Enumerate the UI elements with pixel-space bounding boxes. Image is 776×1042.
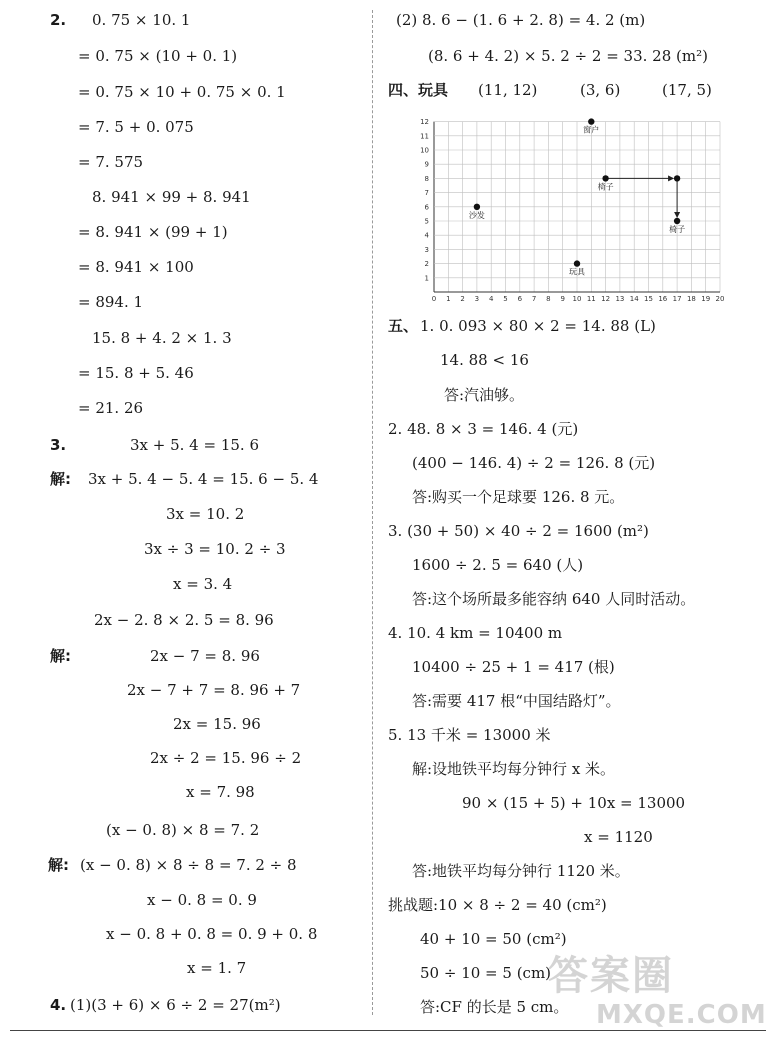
- q2b-line-4: = 894. 1: [78, 293, 144, 311]
- x-tick-label: 14: [629, 295, 639, 302]
- q2a-line-2: = 0. 75 × (10 + 0. 1): [78, 47, 238, 65]
- s5-p5-answer: 答:地铁平均每分钟行 1120 米。: [412, 862, 630, 880]
- q3-eq3: (x − 0. 8) × 8 = 7. 2: [106, 821, 260, 839]
- x-tick-label: 12: [601, 295, 611, 302]
- y-tick-label: 9: [424, 160, 429, 169]
- q3-jie-2: 解:: [50, 647, 71, 665]
- q2c-line-1: 15. 8 + 4. 2 × 1. 3: [92, 329, 232, 347]
- s5-p1-line-2: 14. 88 < 16: [440, 351, 529, 369]
- q2b-line-2: = 8. 941 × (99 + 1): [78, 223, 228, 241]
- point-label: 玩具: [569, 267, 585, 277]
- section-4-label: 四、玩具: [388, 81, 449, 99]
- challenge-line-3: 50 ÷ 10 = 5 (cm): [420, 964, 552, 982]
- q4-part-2-line-1: (2) 8. 6 − (1. 6 + 2. 8) = 4. 2 (m): [396, 11, 646, 29]
- s5-p2-line-2: (400 − 146. 4) ÷ 2 = 126. 8 (元): [412, 454, 656, 472]
- x-tick-label: 18: [686, 295, 696, 302]
- data-point: [474, 204, 480, 210]
- q2c-line-2: = 15. 8 + 5. 46: [78, 364, 194, 382]
- q2c-line-3: = 21. 26: [78, 399, 144, 417]
- s5-p4-line-2: 10400 ÷ 25 + 1 = 417 (根): [412, 658, 615, 676]
- s5-p4-answer: 答:需要 417 根“中国结路灯”。: [412, 692, 621, 710]
- y-tick-label: 5: [424, 217, 429, 226]
- point-label: 椅子: [669, 225, 686, 234]
- q3-eq1-step-3: 3x ÷ 3 = 10. 2 ÷ 3: [144, 540, 286, 558]
- q3-eq1-step-1: 3x + 5. 4 − 5. 4 = 15. 6 − 5. 4: [88, 470, 319, 488]
- s5-p4-line-1: 4. 10. 4 km = 10400 m: [388, 624, 563, 642]
- y-tick-label: 10: [420, 146, 429, 155]
- s5-p3-answer: 答:这个场所最多能容纳 640 人同时活动。: [412, 590, 696, 608]
- q3-eq2-step-4: 2x ÷ 2 = 15. 96 ÷ 2: [150, 749, 302, 767]
- y-tick-label: 6: [424, 203, 429, 212]
- data-point: [674, 218, 680, 224]
- s5-p1-line-1: 1. 0. 093 × 80 × 2 = 14. 88 (L): [420, 317, 656, 335]
- toy-coord: (11, 12): [478, 81, 538, 99]
- x-tick-label: 10: [572, 295, 582, 302]
- y-tick-label: 8: [424, 174, 429, 183]
- x-tick-label: 0: [431, 295, 437, 302]
- q2b-line-1: 8. 941 × 99 + 8. 941: [92, 188, 251, 206]
- challenge-answer: 答:CF 的长是 5 cm。: [420, 998, 569, 1016]
- data-point: [674, 175, 680, 181]
- y-tick-label: 3: [424, 245, 429, 254]
- s5-p1-answer: 答:汽油够。: [444, 386, 525, 404]
- point-label: 沙发: [468, 210, 485, 220]
- x-tick-label: 20: [715, 295, 724, 302]
- q3-eq3-step-2: x − 0. 8 = 0. 9: [147, 891, 257, 909]
- q2a-line-4: = 7. 5 + 0. 075: [78, 118, 194, 136]
- q2a-line-5: = 7. 575: [78, 153, 144, 171]
- q2b-line-3: = 8. 941 × 100: [78, 258, 194, 276]
- x-tick-label: 5: [503, 295, 508, 302]
- bottom-rule: [10, 1030, 766, 1031]
- x-tick-label: 11: [586, 295, 596, 302]
- q3-eq2: 2x − 2. 8 × 2. 5 = 8. 96: [94, 611, 274, 629]
- s5-p2-line-1: 2. 48. 8 × 3 = 146. 4 (元): [388, 420, 579, 438]
- y-tick-label: 12: [420, 118, 429, 127]
- data-point: [588, 118, 594, 124]
- x-tick-label: 6: [517, 295, 523, 302]
- q3-eq2-step-2: 2x − 7 + 7 = 8. 96 + 7: [127, 681, 301, 699]
- q2a-line-3: = 0. 75 × 10 + 0. 75 × 0. 1: [78, 83, 286, 101]
- q3-eq2-step-1: 2x − 7 = 8. 96: [150, 647, 260, 665]
- q3-eq1: 3x + 5. 4 = 15. 6: [130, 436, 260, 454]
- q3-jie-3: 解:: [48, 856, 69, 874]
- x-tick-label: 13: [615, 295, 625, 302]
- question-2-number: 2.: [50, 11, 67, 29]
- x-tick-label: 8: [546, 295, 551, 302]
- chair-coord: (17, 5): [662, 81, 712, 99]
- y-tick-label: 1: [424, 274, 429, 283]
- data-point: [574, 260, 580, 266]
- y-tick-label: 7: [424, 189, 429, 198]
- challenge-line-1: 挑战题:10 × 8 ÷ 2 = 40 (cm²): [388, 896, 607, 914]
- s5-p2-answer: 答:购买一个足球要 126. 8 元。: [412, 488, 625, 506]
- q3-eq1-step-4: x = 3. 4: [173, 575, 233, 593]
- point-label: 窗户: [583, 125, 600, 135]
- section-5-label: 五、: [388, 317, 419, 335]
- x-tick-label: 17: [672, 295, 682, 302]
- x-tick-label: 19: [701, 295, 711, 302]
- q3-eq3-step-3: x − 0. 8 + 0. 8 = 0. 9 + 0. 8: [106, 925, 318, 943]
- q4-part-1: (1)(3 + 6) × 6 ÷ 2 = 27(m²): [70, 996, 281, 1014]
- q3-eq3-step-1: (x − 0. 8) × 8 ÷ 8 = 7. 2 ÷ 8: [80, 856, 297, 874]
- challenge-line-2: 40 + 10 = 50 (cm²): [420, 930, 567, 948]
- point-label: 椅子: [597, 182, 614, 192]
- x-tick-label: 1: [446, 295, 451, 302]
- x-tick-label: 2: [460, 295, 465, 302]
- s5-p5-line-1: 5. 13 千米 = 13000 米: [388, 726, 551, 744]
- y-tick-label: 4: [424, 231, 429, 240]
- x-tick-label: 4: [488, 295, 494, 302]
- q4-part-2-line-2: (8. 6 + 4. 2) × 5. 2 ÷ 2 = 33. 28 (m²): [428, 47, 708, 65]
- q3-eq1-step-2: 3x = 10. 2: [166, 505, 245, 523]
- q2a-line-1: 0. 75 × 10. 1: [92, 11, 191, 29]
- q3-eq2-step-5: x = 7. 98: [186, 783, 255, 801]
- sofa-coord: (3, 6): [580, 81, 621, 99]
- q3-eq3-step-4: x = 1. 7: [187, 959, 247, 977]
- question-4-number: 4.: [50, 996, 67, 1014]
- question-3-number: 3.: [50, 436, 67, 454]
- s5-p5-line-4: x = 1120: [584, 828, 653, 846]
- s5-p5-line-3: 90 × (15 + 5) + 10x = 13000: [462, 794, 686, 812]
- q3-jie-1: 解:: [50, 470, 71, 488]
- s5-p3-line-2: 1600 ÷ 2. 5 = 640 (人): [412, 556, 584, 574]
- column-divider: [372, 10, 373, 1015]
- x-tick-label: 9: [560, 295, 565, 302]
- q3-eq2-step-3: 2x = 15. 96: [173, 715, 261, 733]
- x-tick-label: 3: [474, 295, 480, 302]
- y-tick-label: 2: [424, 260, 429, 269]
- x-tick-label: 16: [658, 295, 668, 302]
- coordinate-grid-chart: [418, 112, 724, 302]
- y-tick-label: 11: [420, 132, 429, 141]
- watermark-site: MXQE.COM: [596, 1000, 767, 1030]
- s5-p5-line-2: 解:设地铁平均每分钟行 x 米。: [412, 760, 616, 778]
- s5-p3-line-1: 3. (30 + 50) × 40 ÷ 2 = 1600 (m²): [388, 522, 649, 540]
- data-point: [602, 175, 608, 181]
- watermark-logo: 答案圈: [548, 953, 674, 999]
- x-tick-label: 7: [531, 295, 537, 302]
- x-tick-label: 15: [644, 295, 653, 302]
